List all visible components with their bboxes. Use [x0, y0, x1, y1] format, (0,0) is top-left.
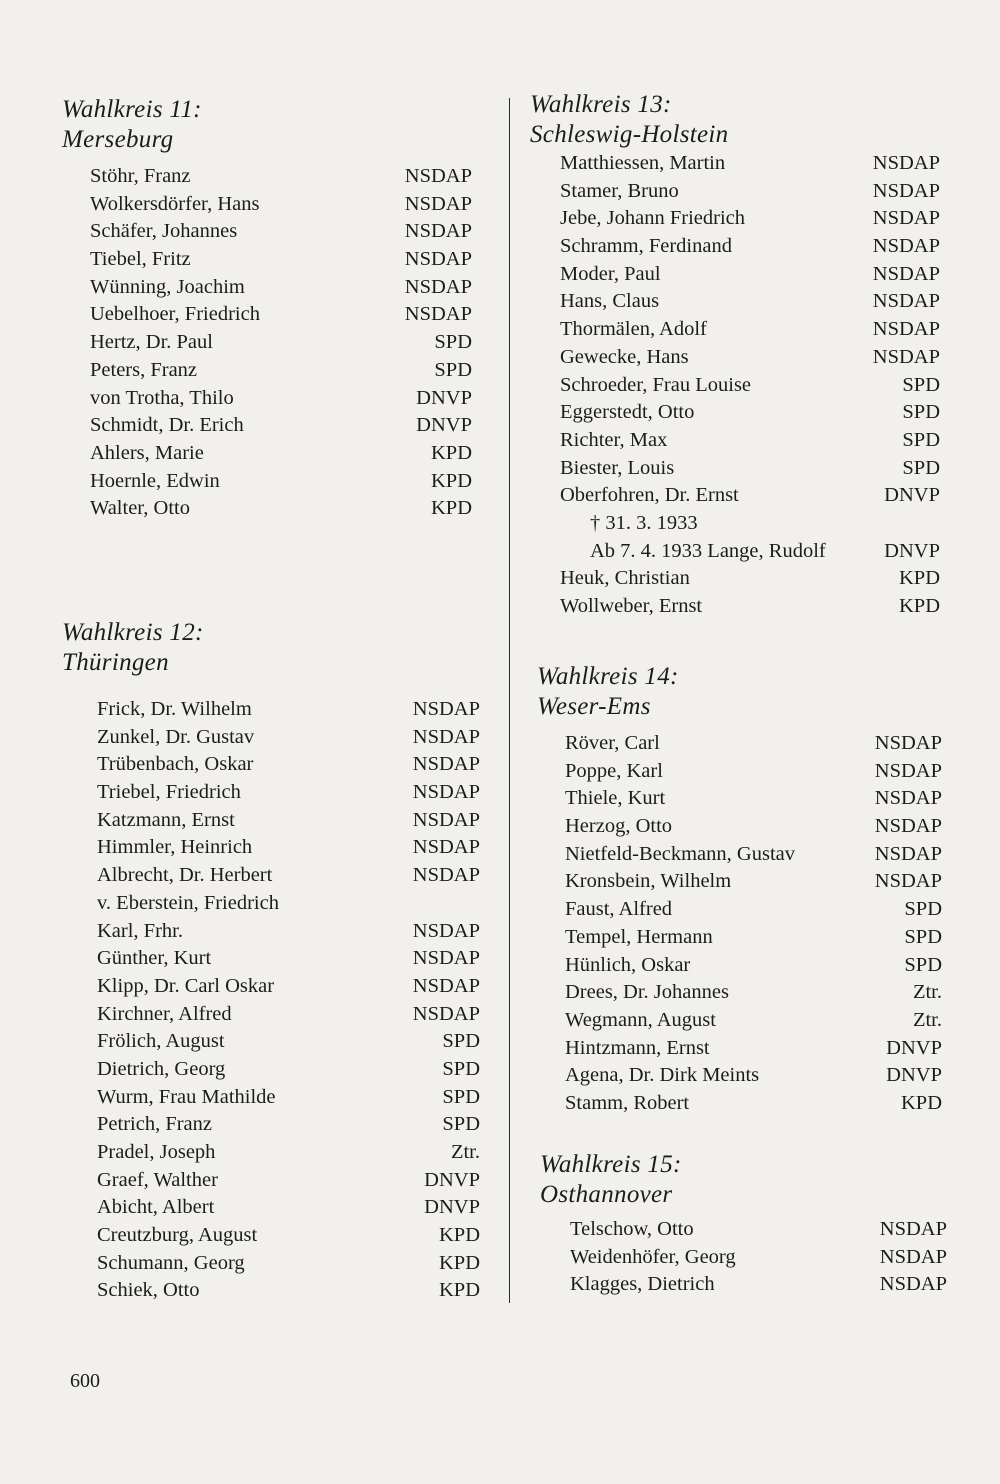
member-name: Heuk, Christian	[560, 567, 690, 590]
member-name: Petrich, Franz	[97, 1113, 212, 1136]
member-party: NSDAP	[412, 1002, 480, 1025]
member-name: Hoernle, Edwin	[90, 469, 220, 492]
member-party: NSDAP	[412, 947, 480, 970]
member-party: SPD	[442, 1085, 480, 1108]
member-name: Katzmann, Ernst	[97, 808, 235, 831]
member-name: v. Eberstein, Friedrich	[97, 891, 279, 914]
member-name: Röver, Carl	[565, 732, 660, 754]
member-row	[560, 233, 940, 261]
member-party: NSDAP	[412, 836, 480, 859]
member-name: Abicht, Albert	[97, 1196, 215, 1219]
member-row	[560, 288, 940, 316]
member-name: Albrecht, Dr. Herbert	[97, 864, 273, 887]
member-party: KPD	[430, 497, 472, 520]
member-party: SPD	[902, 428, 940, 451]
member-party: NSDAP	[412, 781, 480, 804]
member-row	[565, 868, 942, 896]
member-name: Schäfer, Johannes	[90, 220, 238, 243]
member-party: NSDAP	[874, 759, 942, 782]
member-row	[90, 495, 472, 523]
member-name: Faust, Alfred	[565, 898, 673, 921]
section-title: Wahlkreis 12:	[62, 619, 204, 646]
member-row	[560, 316, 940, 344]
member-name: Wolkersdörfer, Hans	[90, 192, 260, 215]
member-party: KPD	[438, 1279, 480, 1302]
member-name: Peters, Franz	[90, 358, 198, 381]
member-row	[97, 1277, 480, 1305]
member-row	[97, 1111, 480, 1139]
member-row	[97, 834, 480, 862]
member-party: NSDAP	[404, 165, 472, 187]
section-title: Wahlkreis 11:	[62, 96, 202, 123]
member-name: Tempel, Hermann	[565, 925, 713, 948]
member-row	[97, 1084, 480, 1112]
member-party: NSDAP	[879, 1273, 947, 1296]
member-party: KPD	[438, 1251, 480, 1274]
member-name: Thormälen, Adolf	[560, 318, 707, 341]
member-row	[97, 1250, 480, 1278]
member-party: KPD	[438, 1224, 480, 1247]
member-row	[90, 301, 472, 329]
member-row	[565, 730, 942, 758]
member-row	[97, 918, 480, 946]
member-party: SPD	[442, 1030, 480, 1053]
page-number: 600	[70, 1370, 100, 1392]
member-party: SPD	[442, 1057, 480, 1080]
member-row	[97, 1194, 480, 1222]
member-name: Schumann, Georg	[97, 1251, 245, 1274]
member-row	[570, 1271, 947, 1299]
member-row	[90, 274, 472, 302]
member-party: SPD	[902, 401, 940, 424]
member-row	[97, 945, 480, 973]
member-name: Richter, Max	[560, 428, 668, 451]
member-party: DNVP	[424, 1168, 480, 1191]
member-name: von Trotha, Thilo	[90, 386, 234, 409]
member-party: NSDAP	[412, 725, 480, 748]
member-party: NSDAP	[872, 318, 940, 341]
member-party: NSDAP	[412, 919, 480, 942]
member-party: SPD	[434, 358, 472, 381]
member-name: Graef, Walther	[97, 1168, 218, 1191]
member-name: Hertz, Dr. Paul	[90, 331, 213, 354]
member-row	[97, 890, 480, 918]
member-row	[97, 779, 480, 807]
member-name: Ab 7. 4. 1933 Lange, Rudolf	[590, 539, 826, 562]
member-name: Creutzburg, August	[97, 1224, 258, 1247]
member-name: Wünning, Joachim	[90, 275, 245, 298]
member-party: NSDAP	[879, 1218, 947, 1240]
member-party: NSDAP	[874, 815, 942, 838]
member-row	[90, 163, 472, 191]
member-row	[97, 807, 480, 835]
member-name: Ahlers, Marie	[90, 441, 204, 464]
member-party: Ztr.	[450, 1141, 480, 1163]
member-row	[97, 1001, 480, 1029]
member-name: Tiebel, Fritz	[90, 248, 191, 271]
member-row	[97, 1139, 480, 1167]
member-party: NSDAP	[404, 275, 472, 298]
section-wahlkreis-15	[540, 1150, 947, 1299]
member-row	[565, 785, 942, 813]
member-name: Schmidt, Dr. Erich	[90, 414, 244, 437]
section-title: Wahlkreis 14:	[537, 663, 679, 690]
section-subtitle: Thüringen	[62, 649, 169, 676]
member-name: Moder, Paul	[560, 262, 661, 285]
member-list	[540, 1216, 947, 1299]
member-name: Weidenhöfer, Georg	[570, 1245, 736, 1268]
member-name: Schiek, Otto	[97, 1279, 200, 1302]
member-name: Eggerstedt, Otto	[560, 401, 695, 424]
member-party: KPD	[430, 441, 472, 464]
member-row	[560, 344, 940, 372]
member-party: NSDAP	[412, 698, 480, 720]
member-party: NSDAP	[872, 179, 940, 202]
member-party: NSDAP	[872, 262, 940, 285]
member-row	[560, 565, 940, 593]
member-row	[97, 724, 480, 752]
member-row	[560, 482, 940, 510]
member-party: NSDAP	[872, 152, 940, 174]
member-party: NSDAP	[874, 842, 942, 865]
member-row	[90, 412, 472, 440]
member-name: Oberfohren, Dr. Ernst	[560, 484, 739, 507]
member-name: Frick, Dr. Wilhelm	[97, 698, 252, 720]
member-row	[565, 1062, 942, 1090]
section-title: Wahlkreis 15:	[540, 1151, 682, 1178]
member-row	[565, 924, 942, 952]
member-name: Klipp, Dr. Carl Oskar	[97, 974, 275, 997]
member-row	[97, 1028, 480, 1056]
member-name: Hünlich, Oskar	[565, 953, 691, 976]
member-row	[560, 510, 940, 538]
member-row	[565, 952, 942, 980]
section-title: Wahlkreis 13:	[530, 91, 672, 118]
member-party: DNVP	[884, 484, 940, 507]
section-wahlkreis-11	[62, 95, 472, 523]
member-party: SPD	[904, 953, 942, 976]
member-row	[560, 538, 940, 566]
member-row	[97, 973, 480, 1001]
member-party: DNVP	[424, 1196, 480, 1219]
member-party: NSDAP	[874, 870, 942, 893]
member-name: Triebel, Friedrich	[97, 781, 241, 804]
member-name: Matthiessen, Martin	[560, 152, 726, 174]
section-subtitle: Merseburg	[62, 126, 174, 153]
member-name: Günther, Kurt	[97, 947, 212, 970]
member-name: Uebelhoer, Friedrich	[90, 303, 260, 326]
member-row	[565, 1007, 942, 1035]
member-name: Gewecke, Hans	[560, 345, 689, 368]
section-subtitle: Weser-Ems	[537, 693, 651, 720]
member-list	[530, 150, 940, 621]
member-name: Herzog, Otto	[565, 815, 673, 838]
column-divider	[509, 98, 510, 1303]
section-wahlkreis-13	[530, 90, 940, 621]
member-name: Himmler, Heinrich	[97, 836, 253, 859]
member-row	[97, 696, 480, 724]
member-party: SPD	[904, 898, 942, 921]
member-party: NSDAP	[874, 787, 942, 810]
member-name: Wegmann, August	[565, 1008, 716, 1031]
member-party: NSDAP	[879, 1245, 947, 1268]
member-row	[565, 896, 942, 924]
member-name: Kronsbein, Wilhelm	[565, 870, 732, 893]
member-name: Frölich, August	[97, 1030, 225, 1053]
member-row	[570, 1244, 947, 1272]
member-name: Dietrich, Georg	[97, 1057, 226, 1080]
member-party: NSDAP	[872, 345, 940, 368]
member-party: KPD	[898, 567, 940, 590]
member-party: NSDAP	[404, 192, 472, 215]
member-row	[97, 751, 480, 779]
member-party: KPD	[898, 595, 940, 617]
member-row	[97, 1167, 480, 1195]
member-party: NSDAP	[412, 753, 480, 776]
member-name: Pradel, Joseph	[97, 1141, 216, 1163]
member-row	[565, 1035, 942, 1063]
member-row	[565, 758, 942, 786]
member-party: NSDAP	[412, 808, 480, 831]
member-row	[570, 1216, 947, 1244]
member-party: SPD	[434, 331, 472, 354]
member-row	[565, 1090, 942, 1118]
member-row	[90, 329, 472, 357]
member-name: Stamer, Bruno	[560, 179, 679, 202]
member-party: DNVP	[416, 386, 472, 409]
member-row	[560, 372, 940, 400]
member-row	[560, 399, 940, 427]
member-name: Walter, Otto	[90, 497, 190, 520]
member-name: Drees, Dr. Johannes	[565, 981, 729, 1004]
member-row	[560, 150, 940, 178]
member-name: Hans, Claus	[560, 290, 660, 313]
section-subtitle: Osthannover	[540, 1181, 673, 1208]
member-name: Stöhr, Franz	[90, 165, 191, 187]
member-party: NSDAP	[872, 235, 940, 258]
member-party: SPD	[902, 373, 940, 396]
section-subtitle: Schleswig-Holstein	[530, 121, 729, 148]
member-row	[560, 205, 940, 233]
member-row	[560, 455, 940, 483]
member-name: † 31. 3. 1933	[590, 511, 698, 534]
member-row	[90, 357, 472, 385]
member-party: DNVP	[886, 1036, 942, 1059]
member-party: KPD	[430, 469, 472, 492]
member-party: NSDAP	[404, 303, 472, 326]
member-party: NSDAP	[872, 207, 940, 230]
member-row	[90, 246, 472, 274]
member-party: DNVP	[884, 539, 940, 562]
member-party: SPD	[904, 925, 942, 948]
member-row	[97, 1222, 480, 1250]
member-row	[97, 862, 480, 890]
member-row	[560, 178, 940, 206]
member-row	[90, 440, 472, 468]
member-name: Klagges, Dietrich	[570, 1273, 715, 1296]
member-party: KPD	[900, 1091, 942, 1114]
member-party: DNVP	[416, 414, 472, 437]
member-name: Telschow, Otto	[570, 1218, 694, 1240]
member-name: Schroeder, Frau Louise	[560, 373, 752, 396]
member-row	[560, 593, 940, 621]
member-row	[97, 1056, 480, 1084]
member-name: Schramm, Ferdinand	[560, 235, 732, 258]
member-name: Thiele, Kurt	[565, 787, 666, 810]
member-row	[565, 979, 942, 1007]
member-name: Biester, Louis	[560, 456, 675, 479]
section-wahlkreis-14	[537, 662, 942, 1118]
member-name: Hintzmann, Ernst	[565, 1036, 710, 1059]
member-party: NSDAP	[412, 864, 480, 887]
member-name: Agena, Dr. Dirk Meints	[565, 1064, 760, 1087]
member-name: Trübenbach, Oskar	[97, 753, 254, 776]
member-row	[90, 468, 472, 496]
member-name: Jebe, Johann Friedrich	[560, 207, 746, 230]
member-list	[537, 730, 942, 1118]
member-name: Karl, Frhr.	[97, 919, 183, 942]
member-row	[565, 841, 942, 869]
member-name: Zunkel, Dr. Gustav	[97, 725, 255, 748]
member-party: NSDAP	[874, 732, 942, 754]
member-row	[90, 218, 472, 246]
section-wahlkreis-12	[62, 618, 480, 1305]
member-name: Nietfeld-Beckmann, Gustav	[565, 842, 795, 865]
member-party: NSDAP	[404, 248, 472, 271]
member-party: SPD	[442, 1113, 480, 1136]
member-party: NSDAP	[404, 220, 472, 243]
member-party: Ztr.	[912, 1008, 942, 1031]
member-name: Kirchner, Alfred	[97, 1002, 232, 1025]
member-list	[62, 163, 472, 523]
member-name: Stamm, Robert	[565, 1091, 690, 1114]
member-row	[90, 191, 472, 219]
member-name: Wurm, Frau Mathilde	[97, 1085, 276, 1108]
member-row	[565, 813, 942, 841]
member-party: Ztr.	[912, 981, 942, 1004]
member-list	[62, 696, 480, 1305]
member-name: Poppe, Karl	[565, 759, 663, 782]
member-row	[560, 427, 940, 455]
member-name: Wollweber, Ernst	[560, 595, 703, 617]
member-row	[560, 261, 940, 289]
member-party: NSDAP	[872, 290, 940, 313]
member-party: NSDAP	[412, 974, 480, 997]
member-row	[90, 385, 472, 413]
member-party: SPD	[902, 456, 940, 479]
member-party: DNVP	[886, 1064, 942, 1087]
